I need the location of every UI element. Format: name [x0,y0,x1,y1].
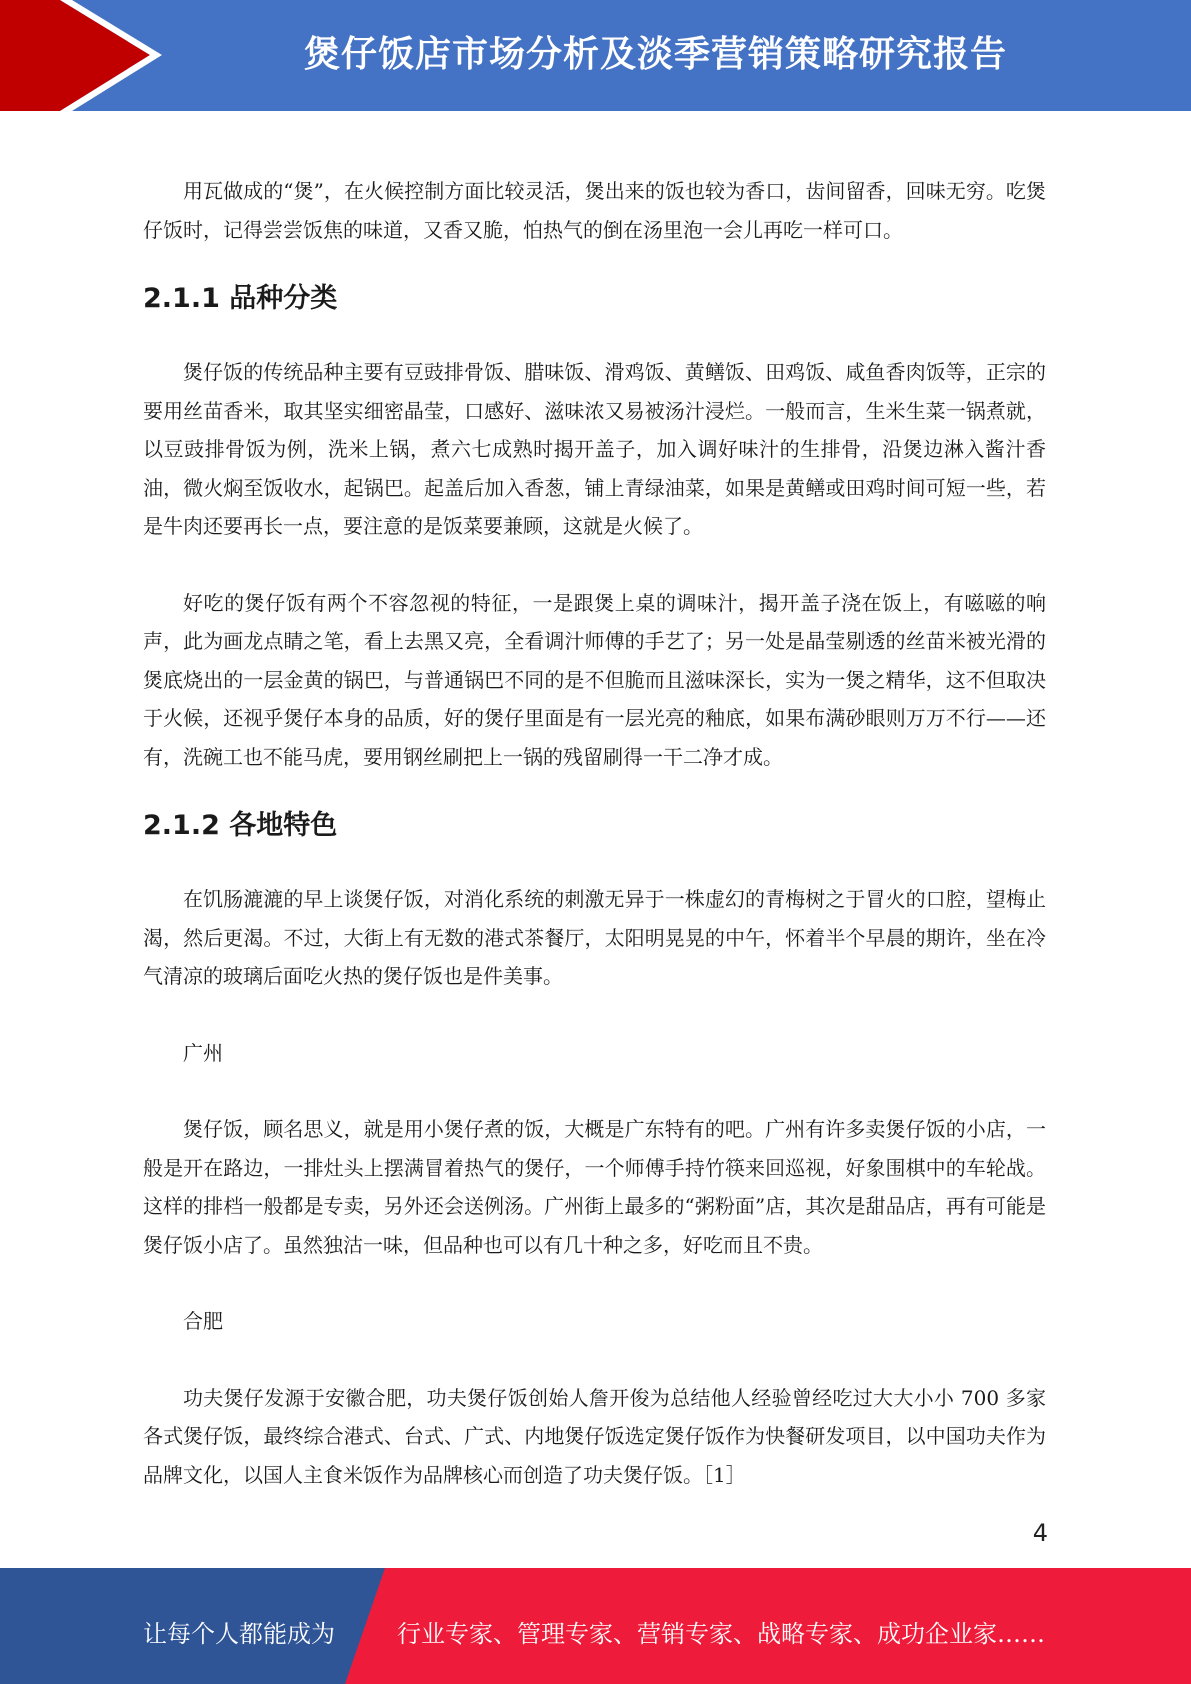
region-label-guangzhou: 广州 [183,1040,223,1065]
page-header [0,0,1191,111]
intro-paragraph: 用瓦做成的“煲”，在火候控制方面比较灵活，煲出来的饭也较为香口，齿间留香，回味无穷。吃煲仔饭时，记得尝尝饭焦的味道，又香又脆，怕热气的倒在汤里泡一会儿再吃一样可口。 [143,179,1046,242]
varieties-paragraph-1: 煲仔饭的传统品种主要有豆豉排骨饭、腊味饭、滑鸡饭、黄鳝饭、田鸡饭、咸鱼香肉饭等，正宗的要用丝苗香米，取其坚实细密晶莹，口感好、滋味浓又易被汤汁浸烂。一般而言，生米生菜一锅煮就，以豆豉排骨饭为例，洗米上锅，煮六七成熟时揭开盖子，加入调好味汁的生排骨，沿煲边淋入酱汁香油，微火焖至饭收水，起锅巴。起盖后加入香葱，铺上青绿油菜，如果是黄鳝或田鸡时间可短一些，若是牛肉还要再长一点，要注意的是饭菜要兼顾，这就是火候了。 [143,360,1046,538]
region-label-hefei: 合肥 [183,1309,223,1333]
footer-slogan-left: 让每个人都能成为 [143,1620,335,1648]
section-heading-varieties: 2.1.1 品种分类 [143,283,338,314]
section-heading-regional: 2.1.2 各地特色 [143,810,338,841]
hefei-paragraph: 功夫煲仔发源于安徽合肥，功夫煲仔饭创始人詹开俊为总结他人经验曾经吃过大大小小 700 多家各式煲仔饭，最终综合港式、台式、广式、内地煲仔饭选定煲仔饭作为快餐研发项目，以中国功夫作为品牌文化，以国人主食米饭作为品牌核心而创造了功夫煲仔饭。［1］ [143,1385,1046,1487]
page-footer [0,1568,1191,1684]
document-body [143,172,1046,1494]
regional-intro-paragraph: 在饥肠漉漉的早上谈煲仔饭，对消化系统的刺激无异于一株虚幻的青梅树之于冒火的口腔，望梅止渴，然后更渴。不过，大街上有无数的港式茶餐厅，太阳明晃晃的中午，怀着半个早晨的期许，坐在冷气清凉的玻璃后面吃火热的煲仔饭也是件美事。 [143,887,1046,988]
page-number: 4 [1032,1519,1048,1547]
footer-slogan-right: 行业专家、管理专家、营销专家、战略专家、成功企业家…… [397,1620,1045,1648]
varieties-paragraph-2: 好吃的煲仔饭有两个不容忽视的特征，一是跟煲上桌的调味汁，揭开盖子浇在饭上，有嗞嗞的响声，此为画龙点睛之笔，看上去黑又亮，全看调汁师傅的手艺了；另一处是晶莹剔透的丝苗米被光滑的煲底烧出的一层金黄的锅巴，与普通锅巴不同的是不但脆而且滋味深长，实为一煲之精华，这不但取决于火候，还视乎煲仔本身的品质，好的煲仔里面是有一层光亮的釉底，如果布满砂眼则万万不行——还有，洗碗工也不能马虎，要用钢丝刷把上一锅的残留刷得一干二净才成。 [143,590,1046,769]
document-title: 煲仔饭店市场分析及淡季营销策略研究报告 [303,34,1007,75]
guangzhou-paragraph: 煲仔饭，顾名思义，就是用小煲仔煮的饭，大概是广东特有的吧。广州有许多卖煲仔饭的小店，一般是开在路边，一排灶头上摆满冒着热气的煲仔，一个师傅手持竹筷来回巡视，好象围棋中的车轮战。这样的排档一般都是专卖，另外还会送例汤。广州街上最多的“粥粉面”店，其次是甜品店，再有可能是煲仔饭小店了。虽然独沽一味，但品种也可以有几十种之多，好吃而且不贵。 [143,1117,1046,1257]
